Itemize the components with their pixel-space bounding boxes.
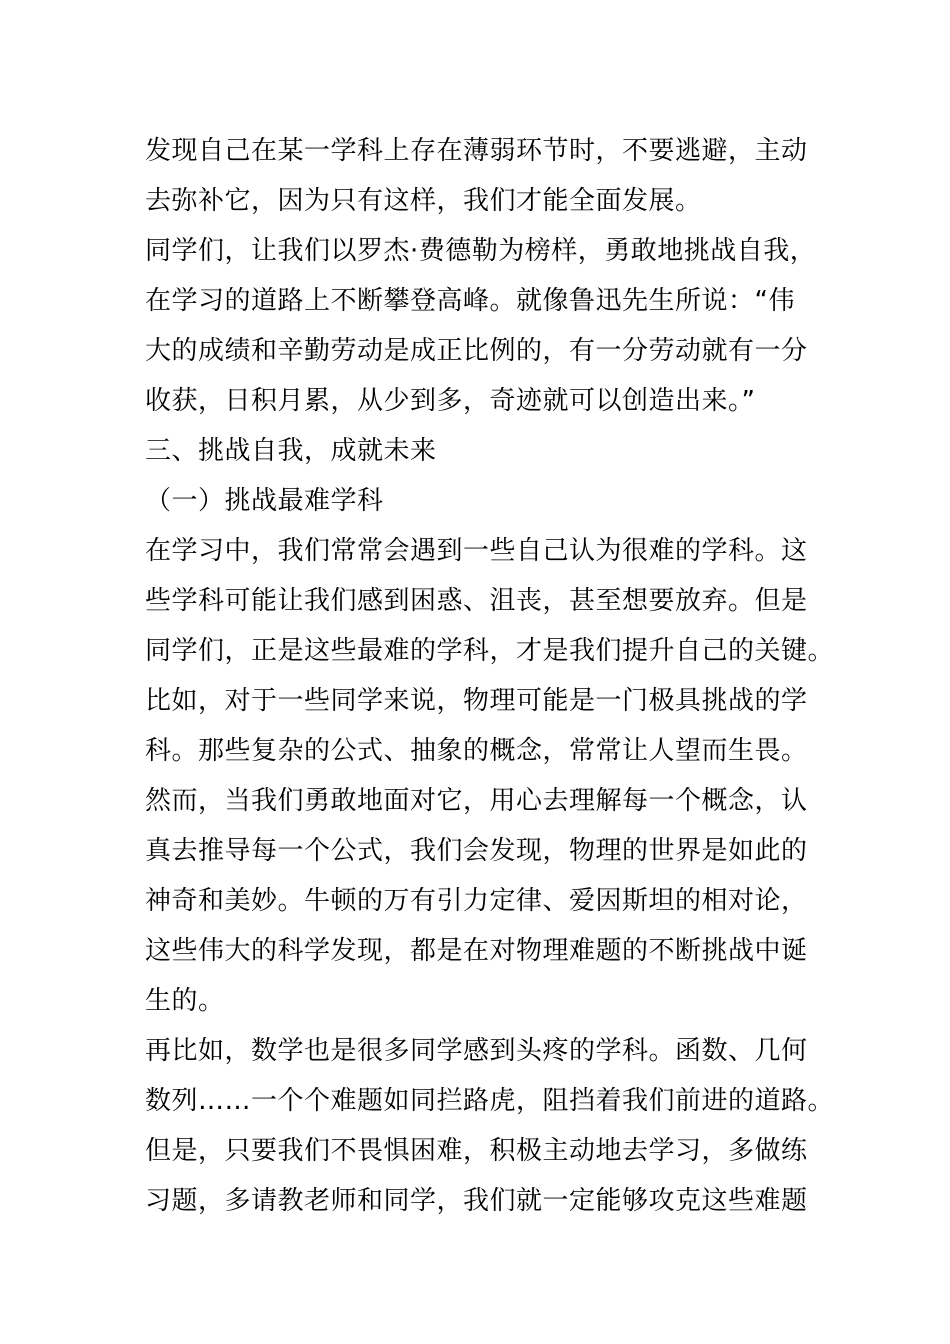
text-line: 数列……一个个难题如同拦路虎，阻挡着我们前进的道路。 (145, 1086, 835, 1116)
text-line: 然而，当我们勇敢地面对它，用心去理解每一个概念，认 (145, 786, 808, 816)
text-line: 在学习中，我们常常会遇到一些自己认为很难的学科。这 (145, 536, 808, 566)
text-line: 些学科可能让我们感到困惑、沮丧，甚至想要放弃。但是 (145, 586, 808, 616)
text-line: 再比如，数学也是很多同学感到头疼的学科。函数、几何 (145, 1036, 808, 1066)
text-line: 比如，对于一些同学来说，物理可能是一门极具挑战的学 (145, 686, 808, 716)
text-line: 科。那些复杂的公式、抽象的概念，常常让人望而生畏。 (145, 736, 808, 766)
text-line: 大的成绩和辛勤劳动是成正比例的，有一分劳动就有一分 (145, 336, 808, 366)
text-line: 在学习的道路上不断攀登高峰。就像鲁迅先生所说：“伟 (145, 286, 795, 316)
body-text (145, 126, 835, 1226)
text-line: 同学们，让我们以罗杰·费德勒为榜样，勇敢地挑战自我， (145, 236, 817, 266)
text-line: 发现自己在某一学科上存在薄弱环节时，不要逃避，主动 (145, 136, 808, 166)
text-line: 习题，多请教老师和同学，我们就一定能够攻克这些难题 (145, 1186, 808, 1216)
text-line: 但是，只要我们不畏惧困难，积极主动地去学习，多做练 (145, 1136, 808, 1166)
text-line: 这些伟大的科学发现，都是在对物理难题的不断挑战中诞 (145, 936, 808, 966)
text-line: 收获，日积月累，从少到多，奇迹就可以创造出来。” (145, 386, 756, 416)
text-line: 同学们，正是这些最难的学科，才是我们提升自己的关键。 (145, 636, 835, 666)
text-line: 真去推导每一个公式，我们会发现，物理的世界是如此的 (145, 836, 808, 866)
text-line: 去弥补它，因为只有这样，我们才能全面发展。 (145, 186, 702, 216)
subsection-heading: （一）挑战最难学科 (145, 486, 384, 516)
text-line: 生的。 (145, 986, 225, 1016)
text-line: 神奇和美妙。牛顿的万有引力定律、爱因斯坦的相对论， (145, 886, 808, 916)
section-heading: 三、挑战自我，成就未来 (145, 436, 437, 466)
